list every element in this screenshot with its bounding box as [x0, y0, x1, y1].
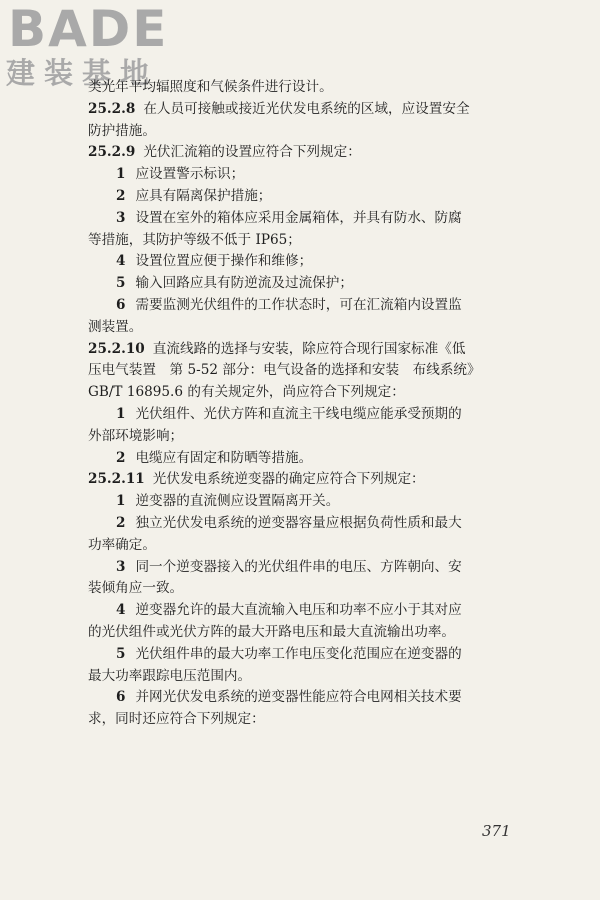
text-line: [88, 317, 538, 339]
text-line: [88, 709, 538, 731]
line-text: 最大功率跟踪电压范围内。: [88, 667, 252, 684]
line-text: 外部环境影响；: [88, 427, 184, 444]
text-line: [88, 535, 538, 557]
list-item: [88, 513, 538, 535]
line-text: 应具有隔离保护措施；: [135, 187, 272, 204]
line-text: 逆变器允许的最大直流输入电压和功率不应小于其对应: [135, 602, 462, 619]
list-item: [88, 208, 538, 230]
item-number: 3: [116, 209, 126, 226]
item-number: 4: [116, 253, 126, 270]
item-number: 2: [116, 187, 126, 204]
line-text: 压电气装置 第 5-52 部分：电气设备的选择和安装 布线系统》: [88, 362, 481, 379]
text-line: [88, 230, 538, 252]
item-number: 2: [116, 449, 126, 466]
item-number: 6: [116, 296, 126, 313]
line-text: 独立光伏发电系统的逆变器容量应根据负荷性质和最大: [135, 514, 462, 531]
line-text: 光伏组件、光伏方阵和直流主干线电缆应能承受预期的: [135, 405, 462, 422]
line-text: 设置位置应便于操作和维修；: [135, 253, 313, 270]
clause-line: [88, 469, 538, 491]
clause-number: 25.2.11: [88, 471, 145, 488]
clause-line: [88, 142, 538, 164]
line-text: 电缆应有固定和防晒等措施。: [135, 449, 313, 466]
list-item: [88, 491, 538, 513]
list-item: [88, 273, 538, 295]
clause-number: 25.2.9: [88, 144, 136, 161]
clause-number: 25.2.8: [88, 100, 136, 117]
line-text: 在人员可接触或接近光伏发电系统的区域，应设置安全: [143, 100, 470, 117]
page-number: 371: [482, 822, 511, 840]
list-item: [88, 600, 538, 622]
line-text: GB/T 16895.6 的有关规定外，尚应符合下列规定：: [88, 384, 405, 401]
item-number: 3: [116, 558, 126, 575]
item-number: 1: [116, 166, 126, 183]
list-item: [88, 295, 538, 317]
text-line: [88, 622, 538, 644]
item-number: 1: [116, 493, 126, 510]
line-text: 类光年平均辐照度和气候条件进行设计。: [88, 79, 333, 95]
clause-line: [88, 99, 538, 121]
list-item: [88, 448, 538, 470]
clause-line: [88, 339, 538, 361]
line-text: 输入回路应具有防逆流及过流保护；: [135, 275, 353, 292]
line-text: 光伏汇流箱的设置应符合下列规定：: [143, 144, 361, 161]
item-number: 1: [116, 405, 126, 422]
logo-subtitle: 建装基地: [6, 56, 159, 90]
list-item: [88, 644, 538, 666]
line-text: 直流线路的选择与安装，除应符合现行国家标准《低: [152, 340, 466, 357]
line-text: 求，同时还应符合下列规定：: [88, 711, 265, 728]
line-text: 功率确定。: [88, 536, 156, 553]
line-text: 需要监测光伏组件的工作状态时，可在汇流箱内设置监: [135, 296, 462, 313]
list-item: [88, 687, 538, 709]
body-text: [88, 77, 538, 731]
clause-number: 25.2.10: [88, 340, 145, 357]
list-item: [88, 186, 538, 208]
list-item: [88, 164, 538, 186]
text-line: [88, 578, 538, 600]
line-text: 光伏发电系统逆变器的确定应符合下列规定：: [152, 471, 425, 488]
text-line: [88, 426, 538, 448]
line-text: 应设置警示标识；: [135, 166, 245, 183]
text-line: [88, 666, 538, 688]
line-text: 等措施，其防护等级不低于 IP65；: [88, 231, 301, 248]
line-text: 装倾角应一致。: [88, 580, 184, 597]
line-text: 同一个逆变器接入的光伏组件串的电压、方阵朝向、安: [135, 558, 462, 575]
item-number: 5: [116, 645, 126, 662]
line-text: 的光伏组件或光伏方阵的最大开路电压和最大直流输出功率。: [88, 623, 456, 640]
line-text: 防护措施。: [88, 122, 156, 139]
item-number: 6: [116, 689, 126, 706]
line-text: 光伏组件串的最大功率工作电压变化范围应在逆变器的: [135, 645, 462, 662]
text-line: [88, 360, 538, 382]
text-line: [88, 121, 538, 143]
logo-brand: BADE: [8, 0, 169, 58]
line-text: 测装置。: [88, 318, 143, 335]
line-text: 设置在室外的箱体应采用金属箱体，并具有防水、防腐: [135, 209, 462, 226]
text-line: [88, 382, 538, 404]
list-item: [88, 404, 538, 426]
line-text: 逆变器的直流侧应设置隔离开关。: [135, 493, 340, 510]
list-item: [88, 251, 538, 273]
list-item: [88, 557, 538, 579]
item-number: 4: [116, 602, 126, 619]
item-number: 2: [116, 514, 126, 531]
line-text: 并网光伏发电系统的逆变器性能应符合电网相关技术要: [135, 689, 462, 706]
item-number: 5: [116, 275, 126, 292]
text-line: [88, 77, 538, 99]
